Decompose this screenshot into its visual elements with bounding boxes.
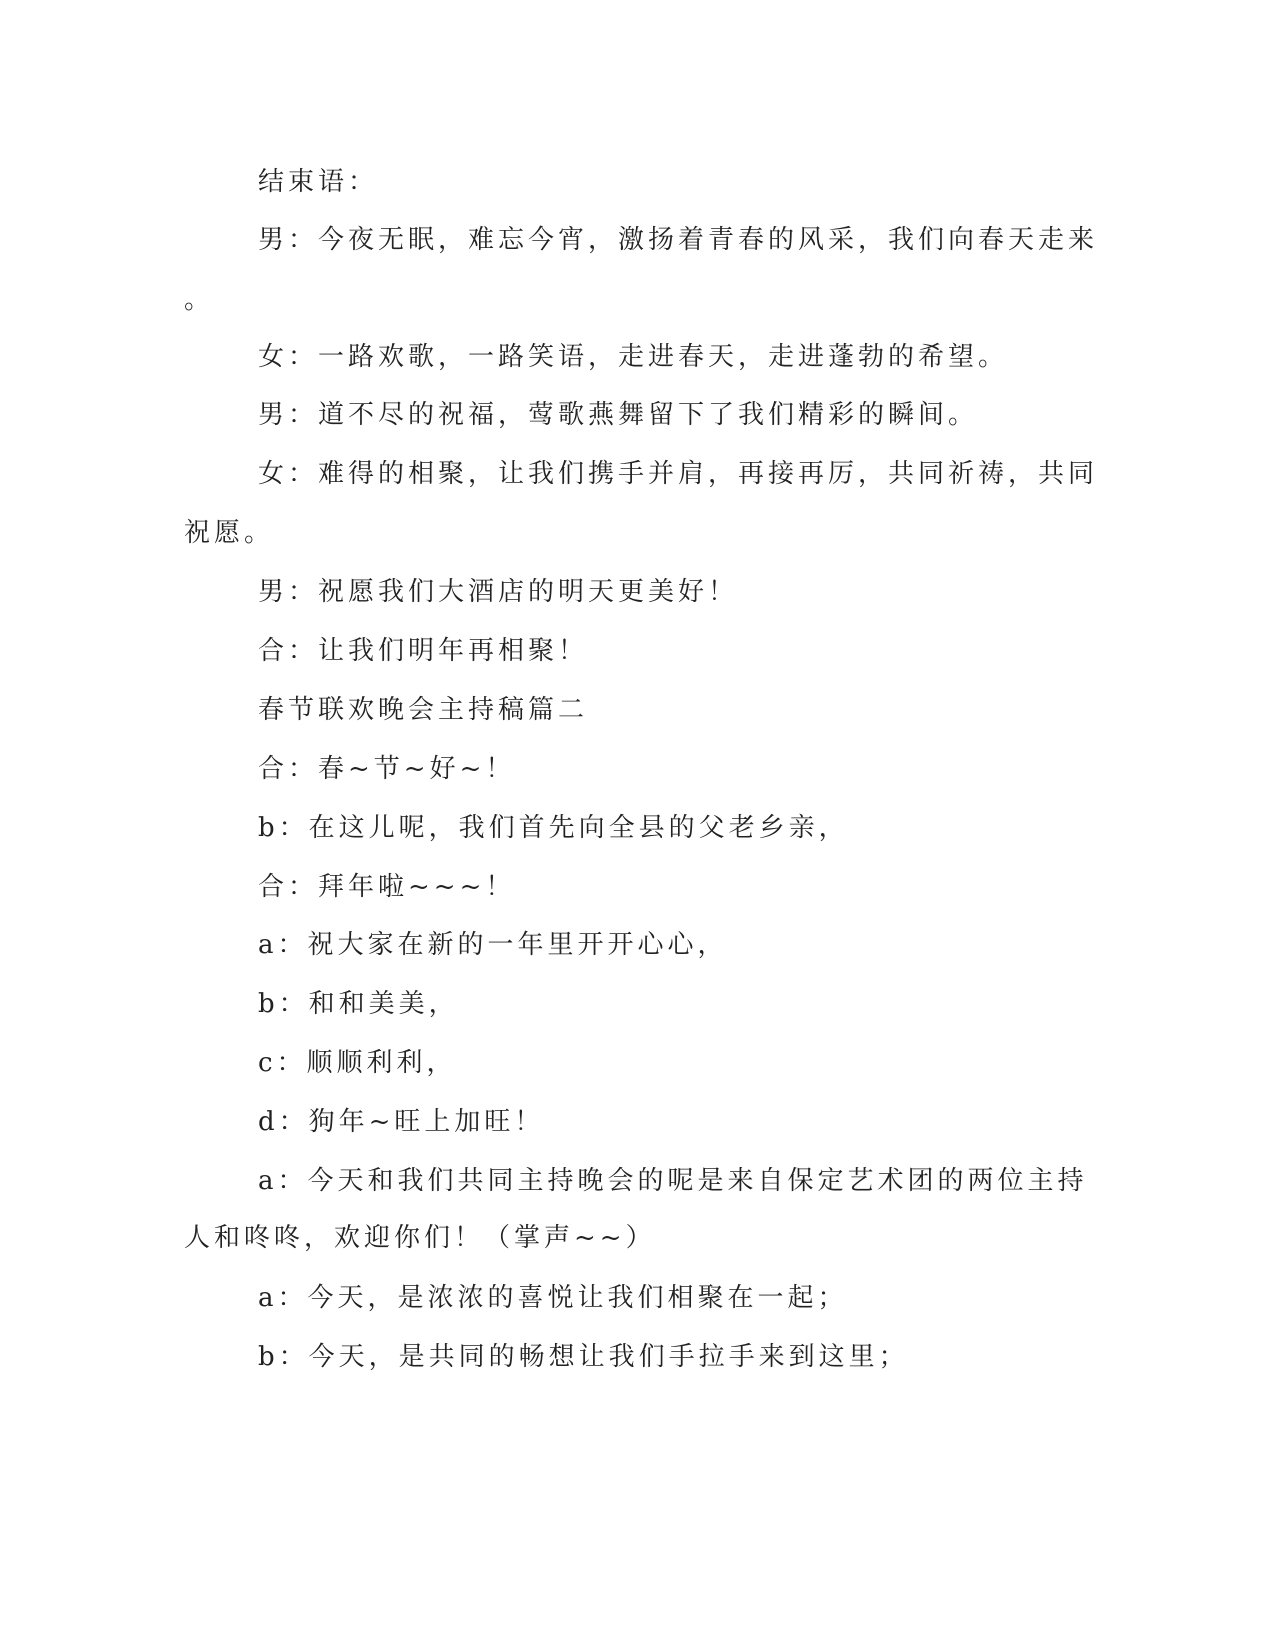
paragraph-line: 男：祝愿我们大酒店的明天更美好！ bbox=[258, 577, 739, 607]
paragraph-line: a：今天，是浓浓的喜悦让我们相聚在一起； bbox=[258, 1283, 848, 1313]
paragraph-line: 合：春~节~好~！ bbox=[258, 754, 516, 784]
heading-closing: 结束语： bbox=[258, 167, 379, 197]
section-title: 春节联欢晚会主持稿篇二 bbox=[258, 695, 589, 725]
paragraph-line: a：祝大家在新的一年里开开心心， bbox=[258, 930, 728, 960]
paragraph-line: 女：难得的相聚，让我们携手并肩，再接再厉，共同祈祷，共同 bbox=[258, 459, 1099, 489]
paragraph-line: 。 bbox=[184, 285, 215, 315]
paragraph-line: 女：一路欢歌，一路笑语，走进春天，走进蓬勃的希望。 bbox=[258, 342, 1009, 372]
paragraph-line: 男：道不尽的祝福，莺歌燕舞留下了我们精彩的瞬间。 bbox=[258, 400, 979, 430]
paragraph-line: a：今天和我们共同主持晚会的呢是来自保定艺术团的两位主持 bbox=[258, 1166, 1088, 1196]
paragraph-line: 合：拜年啦~~~！ bbox=[258, 872, 516, 902]
paragraph-line: 男：今夜无眠，难忘今宵，激扬着青春的风采，我们向春天走来 bbox=[258, 225, 1099, 255]
paragraph-line: c：顺顺利利， bbox=[258, 1048, 457, 1078]
paragraph-line: b：今天，是共同的畅想让我们手拉手来到这里； bbox=[258, 1342, 909, 1372]
paragraph-line: d：狗年~旺上加旺！ bbox=[258, 1107, 545, 1137]
paragraph-line: b：在这儿呢，我们首先向全县的父老乡亲， bbox=[258, 813, 849, 843]
paragraph-line: 祝愿。 bbox=[184, 518, 275, 548]
paragraph-line: b：和和美美， bbox=[258, 989, 459, 1019]
paragraph-line: 合：让我们明年再相聚！ bbox=[258, 636, 589, 666]
paragraph-line: 人和咚咚，欢迎你们！（掌声~~） bbox=[184, 1223, 656, 1253]
